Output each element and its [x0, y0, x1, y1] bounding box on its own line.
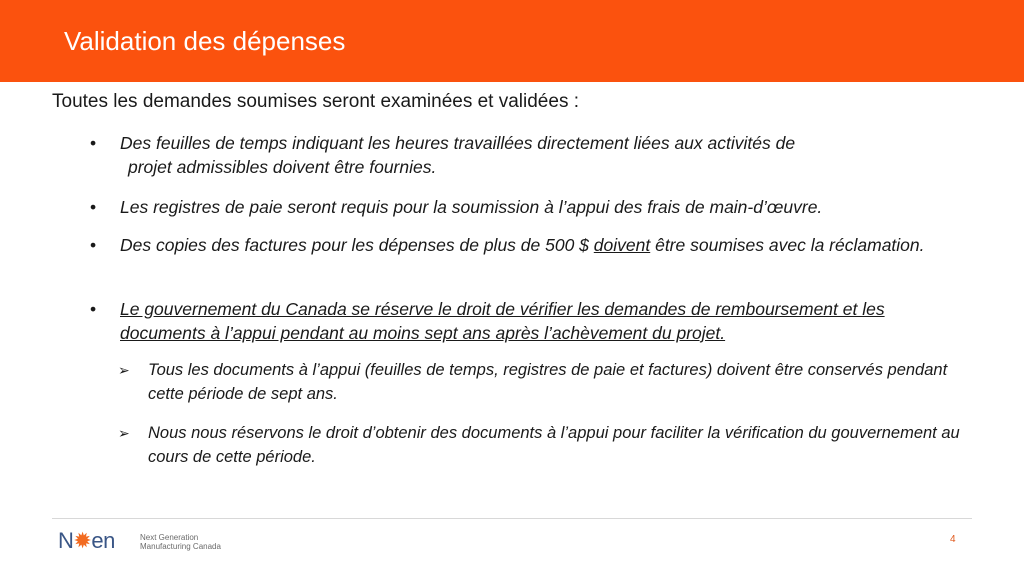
arrow-bullet-icon: ➢ [118, 362, 130, 378]
logo-letter-n: N [58, 528, 74, 553]
slide-title: Validation des dépenses [64, 26, 346, 56]
bullet-text-end: être soumises avec la réclamation. [650, 235, 925, 255]
bullet-item [90, 131, 970, 179]
ngen-logo [58, 528, 258, 558]
bullet-icon: • [90, 299, 97, 319]
underlined-emphasis: doivent [593, 235, 651, 255]
sub-bullet-item [118, 358, 968, 406]
logo-tagline [140, 533, 250, 551]
sub-bullet-text: Nous nous réservons le droit d’obtenir des documents à l’appui pour faciliter la vérification du gouvernement au cours de cette période. [148, 424, 960, 466]
bullet-text: Des feuilles de temps indiquant les heures travaillées directement liées aux activités de [120, 133, 796, 153]
bullet-text-continuation: projet admissibles doivent être fournies. [128, 157, 437, 177]
bullet-icon: • [90, 197, 97, 217]
intro-text: Toutes les demandes soumises seront examinées et validées : [52, 91, 579, 112]
bullet-item [90, 233, 970, 257]
logo-tagline-line1: Next Generation [140, 533, 199, 542]
sub-bullet-item [118, 421, 968, 469]
bullet-text [120, 233, 970, 257]
page-number: 4 [950, 534, 956, 545]
bullet-item [90, 297, 970, 345]
arrow-bullet-icon: ➢ [118, 425, 130, 441]
bullet-text-start: Des copies des factures pour les dépenses de plus de 500 $ [120, 235, 594, 255]
logo-letters-en: en [91, 528, 115, 553]
sub-bullet-text: Tous les documents à l’appui (feuilles de temps, registres de paie et factures) doivent être conservés pendant cette période de sept ans. [148, 361, 948, 403]
bullet-icon: • [90, 235, 97, 255]
gear-icon: ✹ [73, 528, 92, 553]
logo-wordmark [58, 528, 115, 554]
bullet-item [90, 195, 970, 219]
logo-tagline-line2: Manufacturing Canada [140, 542, 221, 551]
bullet-text-underlined: Le gouvernement du Canada se réserve le droit de vérifier les demandes de remboursement et les documents à l’appui pendant au moins sept ans après l’achèvement du projet. [120, 299, 885, 343]
footer-divider [52, 518, 972, 519]
bullet-text: Les registres de paie seront requis pour la soumission à l’appui des frais de main-d’œuvre. [120, 197, 823, 217]
bullet-icon: • [90, 133, 97, 153]
title-bar [0, 0, 1024, 82]
